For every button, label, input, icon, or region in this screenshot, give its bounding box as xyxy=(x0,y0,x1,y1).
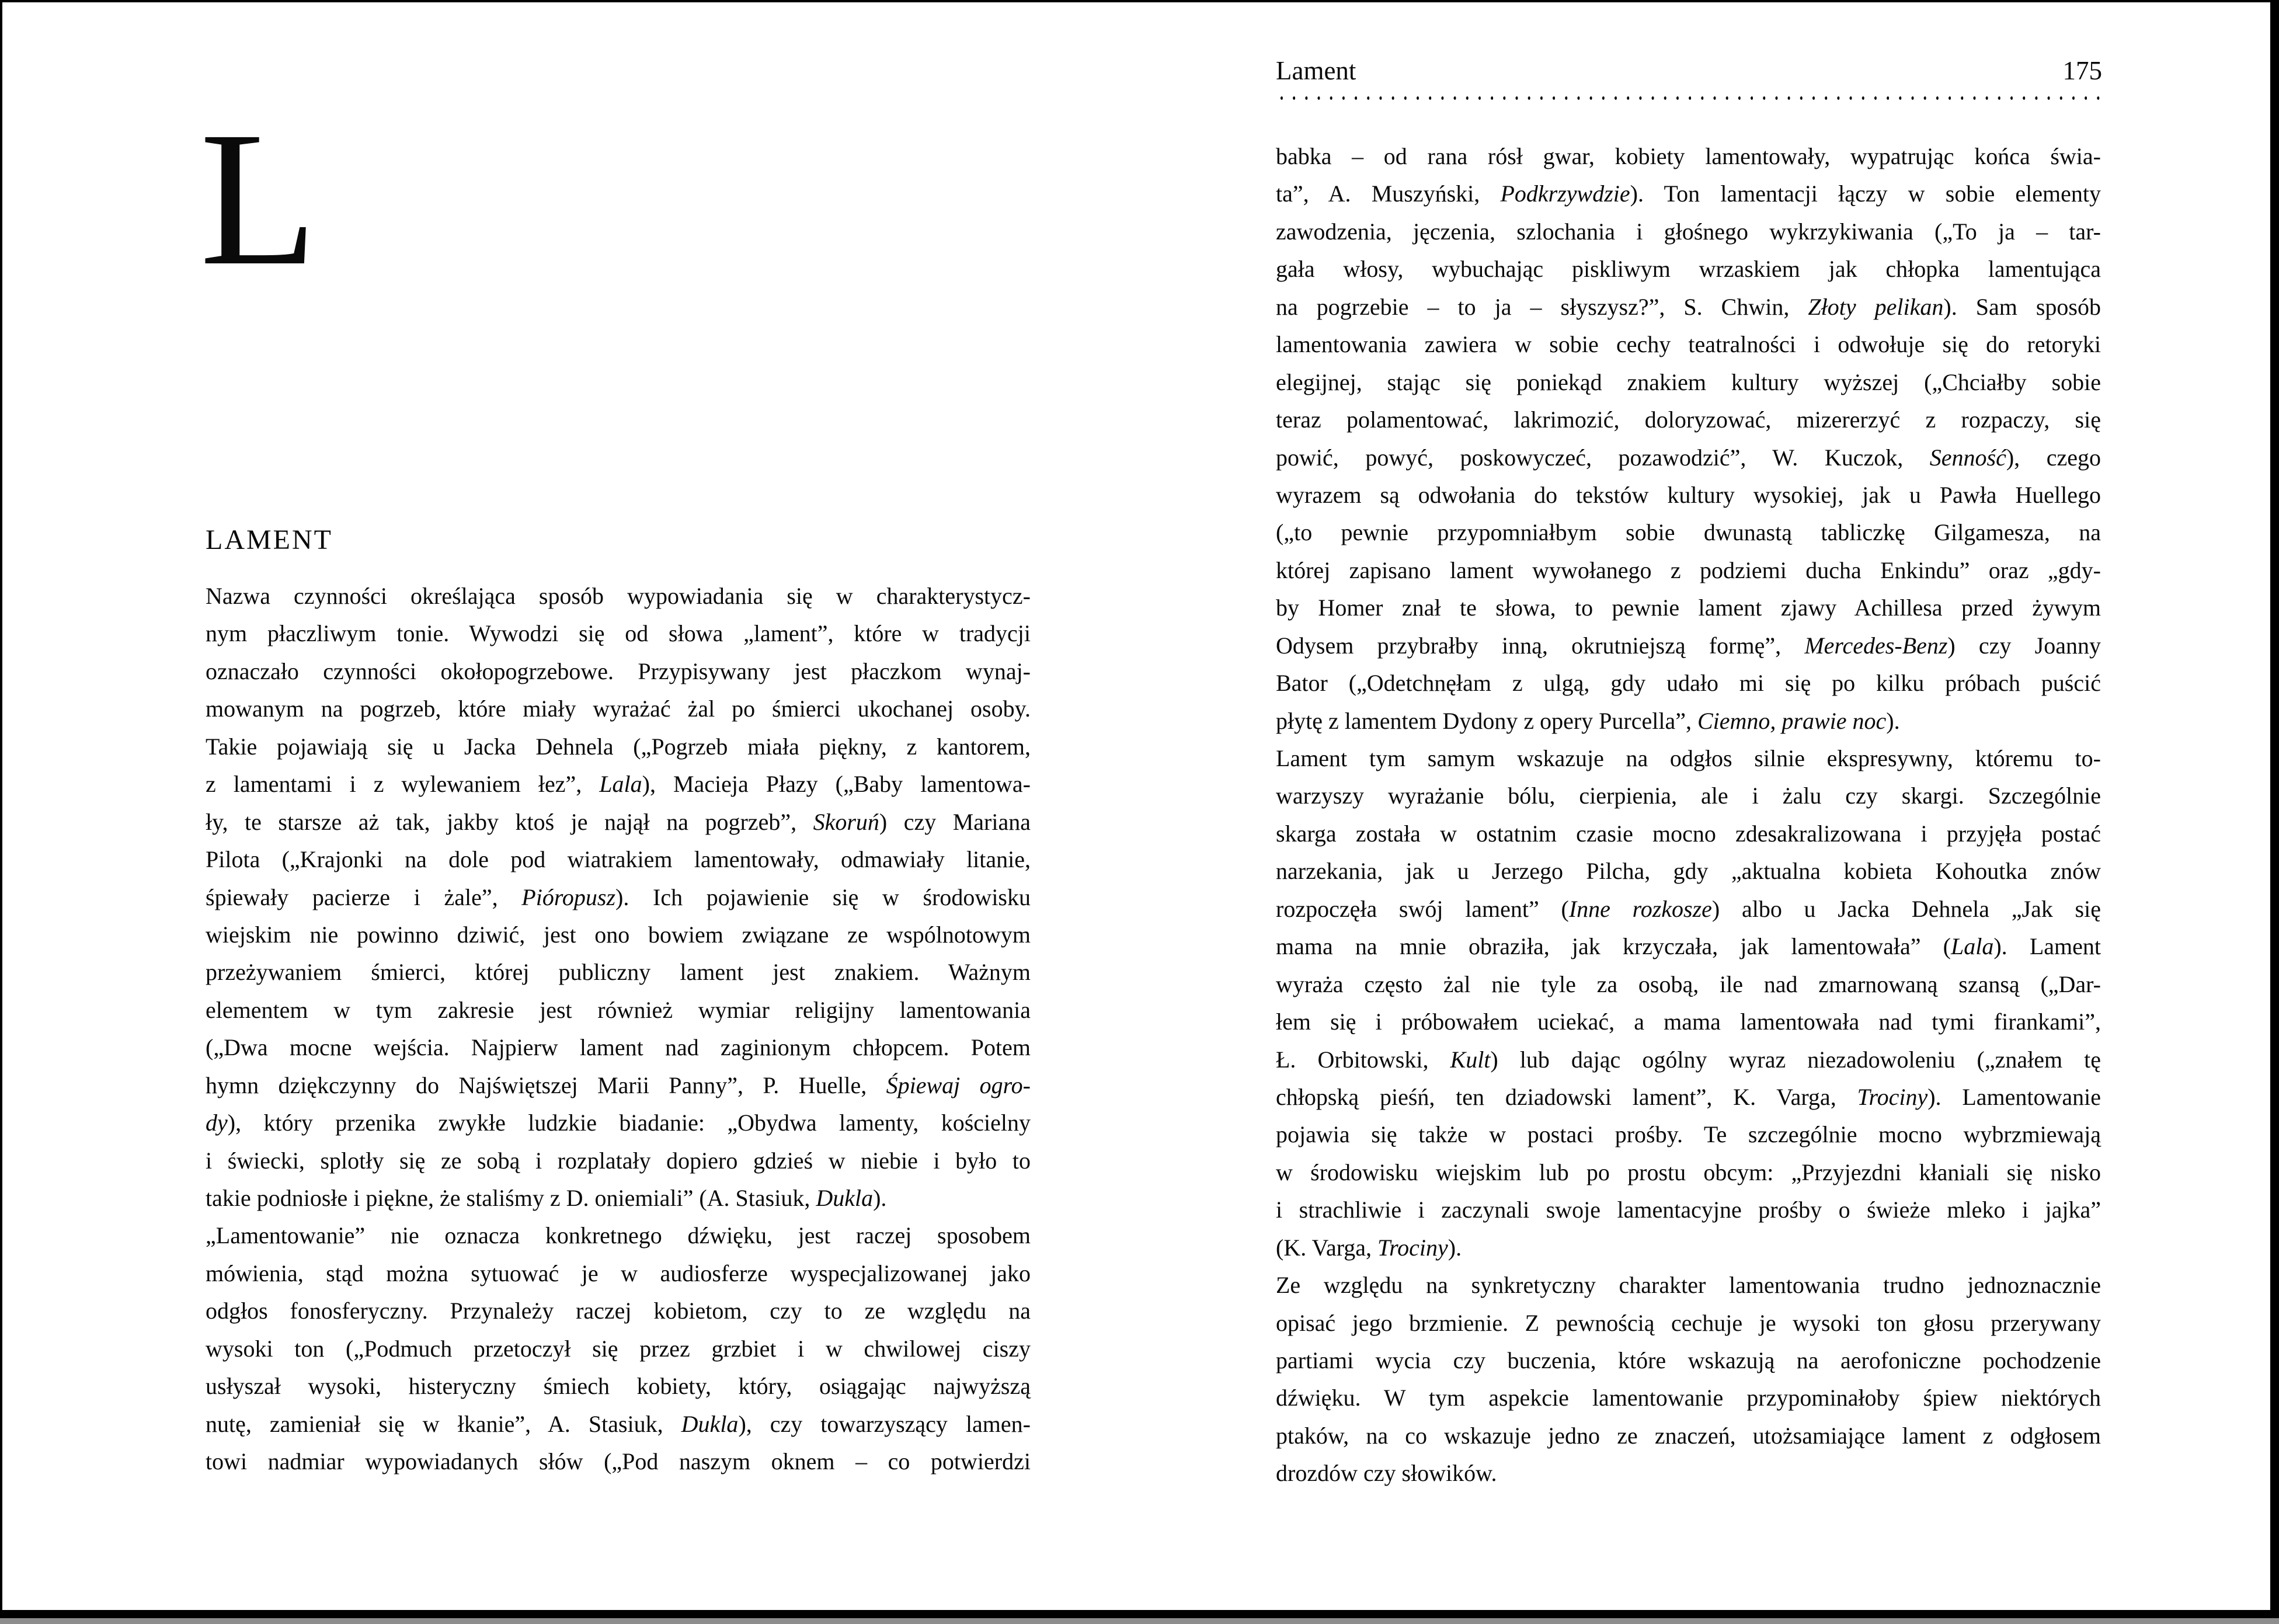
text-line xyxy=(206,1217,1031,1254)
italic-title-text: Trociny xyxy=(1857,1083,1928,1110)
italic-title-text: Kult xyxy=(1450,1046,1491,1073)
body-text: mówienia, stąd można sytuować je w audiosferze wyspecjalizowanej jako xyxy=(206,1260,1031,1286)
text-line xyxy=(1276,138,2101,175)
body-text: mowanym na pogrzeb, które miały wyrażać żal po śmierci ukochanej osoby. xyxy=(206,695,1031,722)
body-text: z lamentami i z wylewaniem łez”, xyxy=(206,771,600,798)
italic-title-text: Inne rozkosze xyxy=(1568,895,1712,922)
text-line xyxy=(1276,1003,2101,1041)
text-line xyxy=(206,1368,1031,1405)
body-text: („to pewnie przypomniałbym sobie dwunastą tabliczkę Gilgamesza, na xyxy=(1276,519,2101,546)
text-line xyxy=(1276,1267,2101,1304)
text-line xyxy=(1276,1379,2101,1417)
italic-title-text: Dukla xyxy=(816,1185,874,1211)
text-line xyxy=(1276,815,2101,853)
body-text: Bator („Odetchnęłam z ulgą, gdy udało mi się po kilku próbach puścić xyxy=(1276,670,2101,697)
dotted-rule xyxy=(1276,94,2102,102)
body-text: towi nadmiar wypowiadanych słów („Pod naszym oknem – co potwierdzi xyxy=(206,1448,1031,1475)
body-text: ). Lamentowanie xyxy=(1927,1083,2101,1110)
body-text: której zapisano lament wywołanego z podziemi ducha Enkindu” oraz „gdy- xyxy=(1276,557,2101,583)
body-text: i strachliwie i zaczynali swoje lamentacyjne prośby o świeże mleko i jajka” xyxy=(1276,1197,2101,1223)
italic-title-text: dy xyxy=(206,1110,228,1136)
body-text: przeżywaniem śmierci, której publiczny lament jest znakiem. Ważnym xyxy=(206,959,1031,986)
body-text: Odysem przybrałby inną, okrutniejszą formę”, xyxy=(1276,632,1805,659)
body-text: babka – od rana rósł gwar, kobiety lamentowały, wypatrując końca świa- xyxy=(1276,143,2101,169)
body-text: ), czego xyxy=(2006,444,2101,471)
text-line xyxy=(1276,703,2101,740)
text-line xyxy=(1276,891,2101,928)
body-text: takie podniosłe i piękne, że staliśmy z D. oniemiali” (A. Stasiuk, xyxy=(206,1185,816,1211)
body-text: łem się i próbowałem uciekać, a mama lamentowała nad tymi firankami”, xyxy=(1276,1009,2101,1035)
body-text: ). xyxy=(1886,707,1900,734)
text-line xyxy=(206,1330,1031,1368)
italic-title-text: Złoty pelikan xyxy=(1808,293,1944,320)
text-line xyxy=(206,1443,1031,1480)
drop-cap-letter: L xyxy=(200,92,318,305)
text-line xyxy=(206,690,1031,728)
body-text: wiejskim nie powinno dziwić, jest ono bowiem związane ze wspólnotowym xyxy=(206,921,1031,948)
text-line xyxy=(206,578,1031,615)
page-border-bottom xyxy=(0,1610,2279,1618)
text-line xyxy=(206,728,1031,766)
text-line xyxy=(206,992,1031,1029)
text-line xyxy=(1276,1455,2101,1492)
body-text: ) czy Mariana xyxy=(879,808,1031,835)
body-text: na pogrzebie – to ja – słyszysz?”, S. Chwin, xyxy=(1276,293,1808,320)
text-line xyxy=(1276,1305,2101,1342)
body-text: chłopską pieśń, ten dziadowski lament”, K. Varga, xyxy=(1276,1083,1857,1110)
body-text: śpiewały pacierze i żale”, xyxy=(206,884,522,910)
body-text: elegijnej, stając się poniekąd znakiem kultury wyższej („Chciałby sobie xyxy=(1276,368,2101,395)
body-text: Nazwa czynności określająca sposób wypowiadania się w charakterystycz- xyxy=(206,583,1031,609)
text-line xyxy=(206,916,1031,954)
italic-title-text: Mercedes-Benz xyxy=(1804,632,1948,659)
body-text: dźwięku. W tym aspekcie lamentowanie przypominałoby śpiew niektórych xyxy=(1276,1385,2101,1411)
body-text: wyraża często żal nie tyle za osobą, ile nad zmarnowaną szansą („Dar- xyxy=(1276,971,2101,997)
text-line xyxy=(1276,514,2101,551)
body-text: ) czy Joanny xyxy=(1947,632,2101,659)
body-text: mama na mnie obraziła, jak krzyczała, jak lamentowała” ( xyxy=(1276,933,1951,960)
body-text: ). Ton lamentacji łączy w sobie elementy xyxy=(1630,180,2101,207)
body-text: ta”, A. Muszyński, xyxy=(1276,180,1501,207)
text-line xyxy=(1276,1116,2101,1153)
body-text: Lament tym samym wskazuje na odgłos silnie ekspresywny, któremu to- xyxy=(1276,745,2101,771)
text-line xyxy=(1276,665,2101,702)
body-text: nym płaczliwym tonie. Wywodzi się od słowa „lament”, które w tradycji xyxy=(206,620,1031,647)
text-line xyxy=(206,766,1031,803)
body-text: pojawia się także w postaci prośby. Te szczególnie mocno wybrzmiewają xyxy=(1276,1121,2101,1148)
body-text: rozpoczęła swój lament” ( xyxy=(1276,895,1569,922)
body-text: i świecki, splotły się ze sobą i rozplatały dopiero gdzieś w niebie i było to xyxy=(206,1147,1031,1174)
text-line xyxy=(1276,326,2101,363)
body-text: wyrazem są odwołania do tekstów kultury wysokiej, jak u Pawła Huellego xyxy=(1276,481,2101,508)
text-line xyxy=(1276,213,2101,251)
text-line xyxy=(206,615,1031,652)
body-text: ptaków, na co wskazuje jedno ze znaczeń, utożsamiające lament z odgłosem xyxy=(1276,1422,2101,1449)
body-text: ). Lament xyxy=(1993,933,2101,960)
body-text: ). Ich pojawienie się w środowisku xyxy=(615,884,1031,910)
text-line xyxy=(1276,966,2101,1003)
text-line xyxy=(1276,175,2101,213)
text-line xyxy=(206,1104,1031,1142)
entry-title: LAMENT xyxy=(206,524,333,555)
italic-title-text: Lala xyxy=(599,771,642,798)
body-text: płytę z lamentem Dydony z opery Purcella”, xyxy=(1276,707,1697,734)
body-text: warzyszy wyrażanie bólu, cierpienia, ale i żalu czy skargi. Szczególnie xyxy=(1276,783,2101,809)
italic-title-text: Trociny xyxy=(1377,1234,1448,1261)
body-text: hymn dziękczynny do Najświętszej Marii Panny”, P. Huelle, xyxy=(206,1072,886,1098)
body-text: ) albo u Jacka Dehnela „Jak się xyxy=(1711,895,2101,922)
body-text: ), czy towarzyszący lamen- xyxy=(738,1410,1031,1437)
body-text: („Dwa mocne wejścia. Najpierw lament nad zaginionym chłopcem. Potem xyxy=(206,1034,1031,1061)
body-text: oznaczało czynności okołopogrzebowe. Przypisywany jest płaczkom wynaj- xyxy=(206,658,1031,684)
body-text: partiami wycia czy buczenia, które wskazują na aerofoniczne pochodzenie xyxy=(1276,1347,2101,1373)
italic-title-text: Senność xyxy=(1929,444,2006,471)
text-line xyxy=(206,653,1031,690)
text-line xyxy=(1276,439,2101,477)
italic-title-text: Dukla xyxy=(681,1410,739,1437)
text-line xyxy=(1276,1154,2101,1191)
body-text: opisać jego brzmienie. Z pewnością cechuje je wysoki ton głosu przerywany xyxy=(1276,1309,2101,1336)
body-text: ) lub dając ogólny wyraz niezadowoleniu („znałem tę xyxy=(1490,1046,2101,1073)
text-line xyxy=(1276,552,2101,589)
page-number: 175 xyxy=(2062,56,2102,85)
text-line xyxy=(1276,589,2101,627)
text-line xyxy=(206,954,1031,991)
text-line xyxy=(1276,627,2101,665)
body-text: Pilota („Krajonki na dole pod wiatrakiem lamentowały, odmawiały litanie, xyxy=(206,846,1031,873)
body-text: lamentowania zawiera w sobie cechy teatralności i odwołuje się do retoryki xyxy=(1276,331,2101,358)
body-text: Ł. Orbitowski, xyxy=(1276,1046,1450,1073)
running-header xyxy=(1276,58,2102,84)
text-line xyxy=(1276,477,2101,514)
italic-title-text: Ciemno, prawie noc xyxy=(1697,707,1887,734)
body-text: gała włosy, wybuchając piskliwym wrzaskiem jak chłopka lamentująca xyxy=(1276,256,2101,283)
text-line xyxy=(1276,364,2101,401)
text-line xyxy=(1276,1041,2101,1079)
body-text: (K. Varga, xyxy=(1276,1234,1378,1261)
body-text: by Homer znał te słowa, to pewnie lament zjawy Achillesa przed żywym xyxy=(1276,594,2101,621)
body-text: teraz polamentować, lakrimozić, doloryzować, mizererzyć z rozpaczy, się xyxy=(1276,406,2101,433)
body-text: powić, powyć, poskowyczeć, pozawodzić”, W. Kuczok, xyxy=(1276,444,1930,471)
body-text: nutę, zamieniał się w łkanie”, A. Stasiuk, xyxy=(206,1410,681,1437)
body-text: drozdów czy słowików. xyxy=(1276,1460,1497,1487)
text-line xyxy=(1276,853,2101,890)
text-line xyxy=(206,1406,1031,1443)
text-line xyxy=(1276,777,2101,815)
text-line xyxy=(1276,1191,2101,1229)
body-text: ły, te starsze aż tak, jakby ktoś je najął na pogrzeb”, xyxy=(206,808,813,835)
body-text: wysoki ton („Podmuch przetoczył się przez grzbiet i w chwilowej ciszy xyxy=(206,1335,1031,1362)
page-border-right xyxy=(2270,0,2279,1624)
body-text: ), Macieja Płazy („Baby lamentowa- xyxy=(642,771,1031,798)
text-line xyxy=(1276,251,2101,288)
text-line xyxy=(1276,1342,2101,1379)
body-text: ). Sam sposób xyxy=(1943,293,2101,320)
text-line xyxy=(206,1142,1031,1180)
text-line xyxy=(1276,1079,2101,1116)
text-line xyxy=(206,1180,1031,1217)
running-title: Lament xyxy=(1276,56,1356,85)
text-line xyxy=(206,804,1031,841)
italic-title-text: Podkrzywdzie xyxy=(1500,180,1630,207)
body-text: ). xyxy=(873,1185,887,1211)
body-text: Takie pojawiają się u Jacka Dehnela („Pogrzeb miała piękny, z kantorem, xyxy=(206,733,1031,760)
text-line xyxy=(206,1067,1031,1104)
text-line xyxy=(206,1255,1031,1292)
body-text: elementem w tym zakresie jest również wymiar religijny lamentowania xyxy=(206,996,1031,1023)
text-line xyxy=(1276,740,2101,777)
text-line xyxy=(1276,1417,2101,1455)
page-border-left xyxy=(0,0,2,1624)
body-text: narzekania, jak u Jerzego Pilcha, gdy „aktualna kobieta Kohoutka znów xyxy=(1276,858,2101,885)
text-line xyxy=(206,1292,1031,1330)
text-line xyxy=(206,879,1031,916)
page-border-top xyxy=(0,0,2279,2)
right-text-column xyxy=(1276,138,2101,1493)
text-line xyxy=(1276,928,2101,965)
left-text-column xyxy=(206,578,1031,1481)
text-line xyxy=(206,1029,1031,1066)
body-text: skarga została w ostatnim czasie mocno zdesakralizowana i przyjęła postać xyxy=(1276,820,2101,847)
body-text: ). xyxy=(1448,1234,1462,1261)
body-text: w środowisku wiejskim lub po prostu obcym: „Przyjezdni kłaniali się nisko xyxy=(1276,1159,2101,1185)
text-line xyxy=(1276,1229,2101,1267)
body-text: Ze względu na synkretyczny charakter lamentowania trudno jednoznacznie xyxy=(1276,1272,2101,1299)
body-text: usłyszał wysoki, histeryczny śmiech kobiety, który, osiągając najwyższą xyxy=(206,1373,1031,1400)
page-bottom-shadow xyxy=(0,1618,2279,1624)
text-line xyxy=(206,841,1031,878)
body-text: odgłos fonosferyczny. Przynależy raczej kobietom, czy to ze względu na xyxy=(206,1298,1031,1324)
body-text: ), który przenika zwykłe ludzkie biadanie: „Obydwa lamenty, kościelny xyxy=(227,1110,1031,1136)
body-text: zawodzenia, jęczenia, szlochania i głośnego wykrzykiwania („To ja – tar- xyxy=(1276,218,2101,245)
italic-title-text: Lala xyxy=(1950,933,1994,960)
body-text: „Lamentowanie” nie oznacza konkretnego dźwięku, jest raczej sposobem xyxy=(206,1222,1031,1249)
italic-title-text: Skoruń xyxy=(813,808,879,835)
italic-title-text: Śpiewaj ogro- xyxy=(886,1072,1031,1098)
text-line xyxy=(1276,401,2101,439)
text-line xyxy=(1276,288,2101,326)
italic-title-text: Pióropusz xyxy=(521,884,616,910)
